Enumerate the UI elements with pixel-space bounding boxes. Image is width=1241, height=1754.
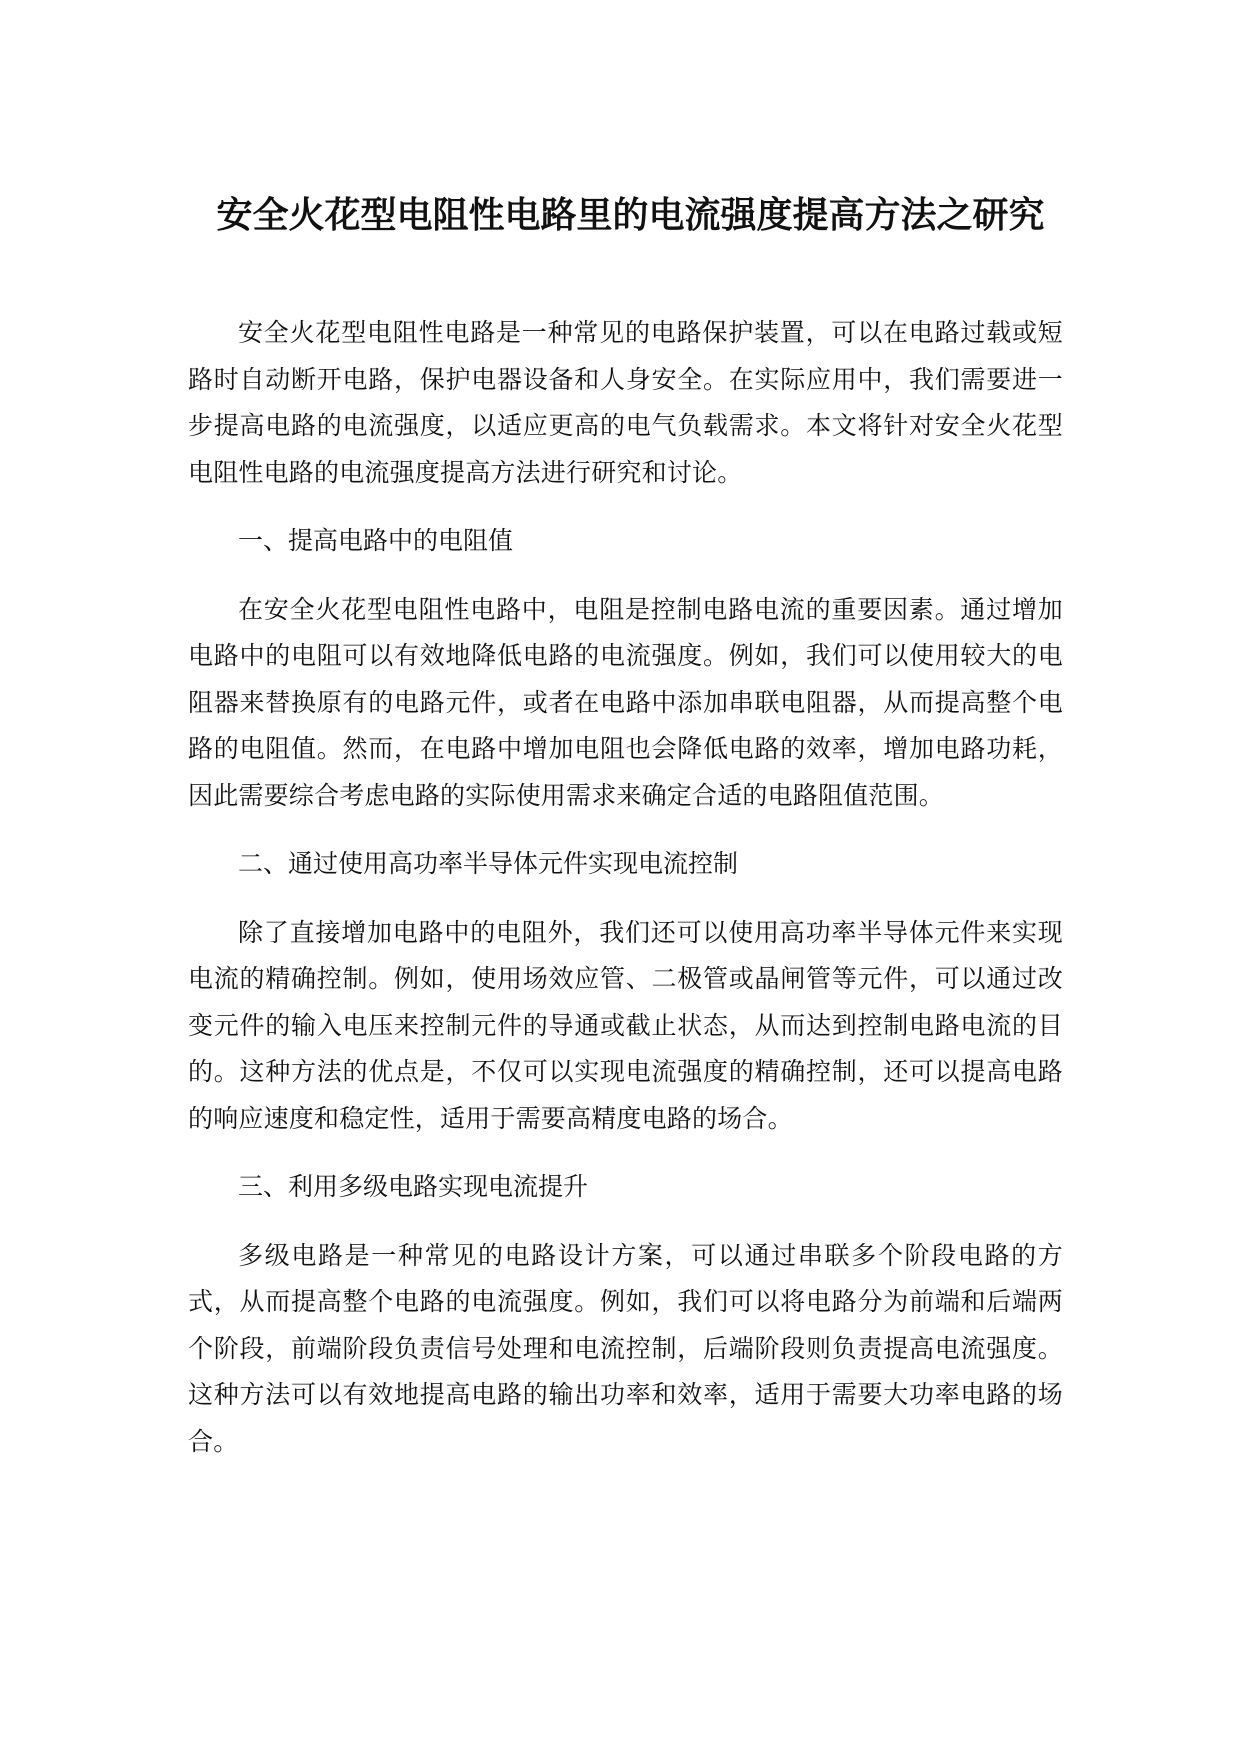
section-paragraph-3: 多级电路是一种常见的电路设计方案，可以通过串联多个阶段电路的方式，从而提高整个电路的电流强度。例如，我们可以将电路分为前端和后端两个阶段，前端阶段负责信号处理和电流控制，后端阶段则负责提高电流强度。这种方法可以有效地提高电路的输出功率和效率，适用于需要大功率电路的场合。 [188, 1240, 1063, 1456]
section-heading-1: 一、提高电路中的电阻值 [238, 526, 514, 555]
document-title: 安全火花型电阻性电路里的电流强度提高方法之研究 [216, 195, 1045, 236]
section-paragraph-1: 在安全火花型电阻性电路中，电阻是控制电路电流的重要因素。通过增加电路中的电阻可以有效地降低电路的电流强度。例如，我们可以使用较大的电阻器来替换原有的电路元件，或者在电路中添加串联电阻器，从而提高整个电路的电阻值。然而，在电路中增加电阻也会降低电路的效率，增加电路功耗，因此需要综合考虑电路的实际使用需求来确定合适的电路阻值范围。 [188, 594, 1063, 810]
document-body [188, 310, 1063, 1465]
intro-paragraph: 安全火花型电阻性电路是一种常见的电路保护装置，可以在电路过载或短路时自动断开电路，保护电器设备和人身安全。在实际应用中，我们需要进一步提高电路的电流强度，以适应更高的电气负载需求。本文将针对安全火花型电阻性电路的电流强度提高方法进行研究和讨论。 [188, 318, 1063, 487]
section-paragraph-2: 除了直接增加电路中的电阻外，我们还可以使用高功率半导体元件来实现电流的精确控制。例如，使用场效应管、二极管或晶闸管等元件，可以通过改变元件的输入电压来控制元件的导通或截止状态，从而达到控制电路电流的目的。这种方法的优点是，不仅可以实现电流强度的精确控制，还可以提高电路的响应速度和稳定性，适用于需要高精度电路的场合。 [188, 917, 1063, 1133]
section-heading-2: 二、通过使用高功率半导体元件实现电流控制 [238, 849, 739, 878]
section-heading-3: 三、利用多级电路实现电流提升 [238, 1172, 589, 1201]
